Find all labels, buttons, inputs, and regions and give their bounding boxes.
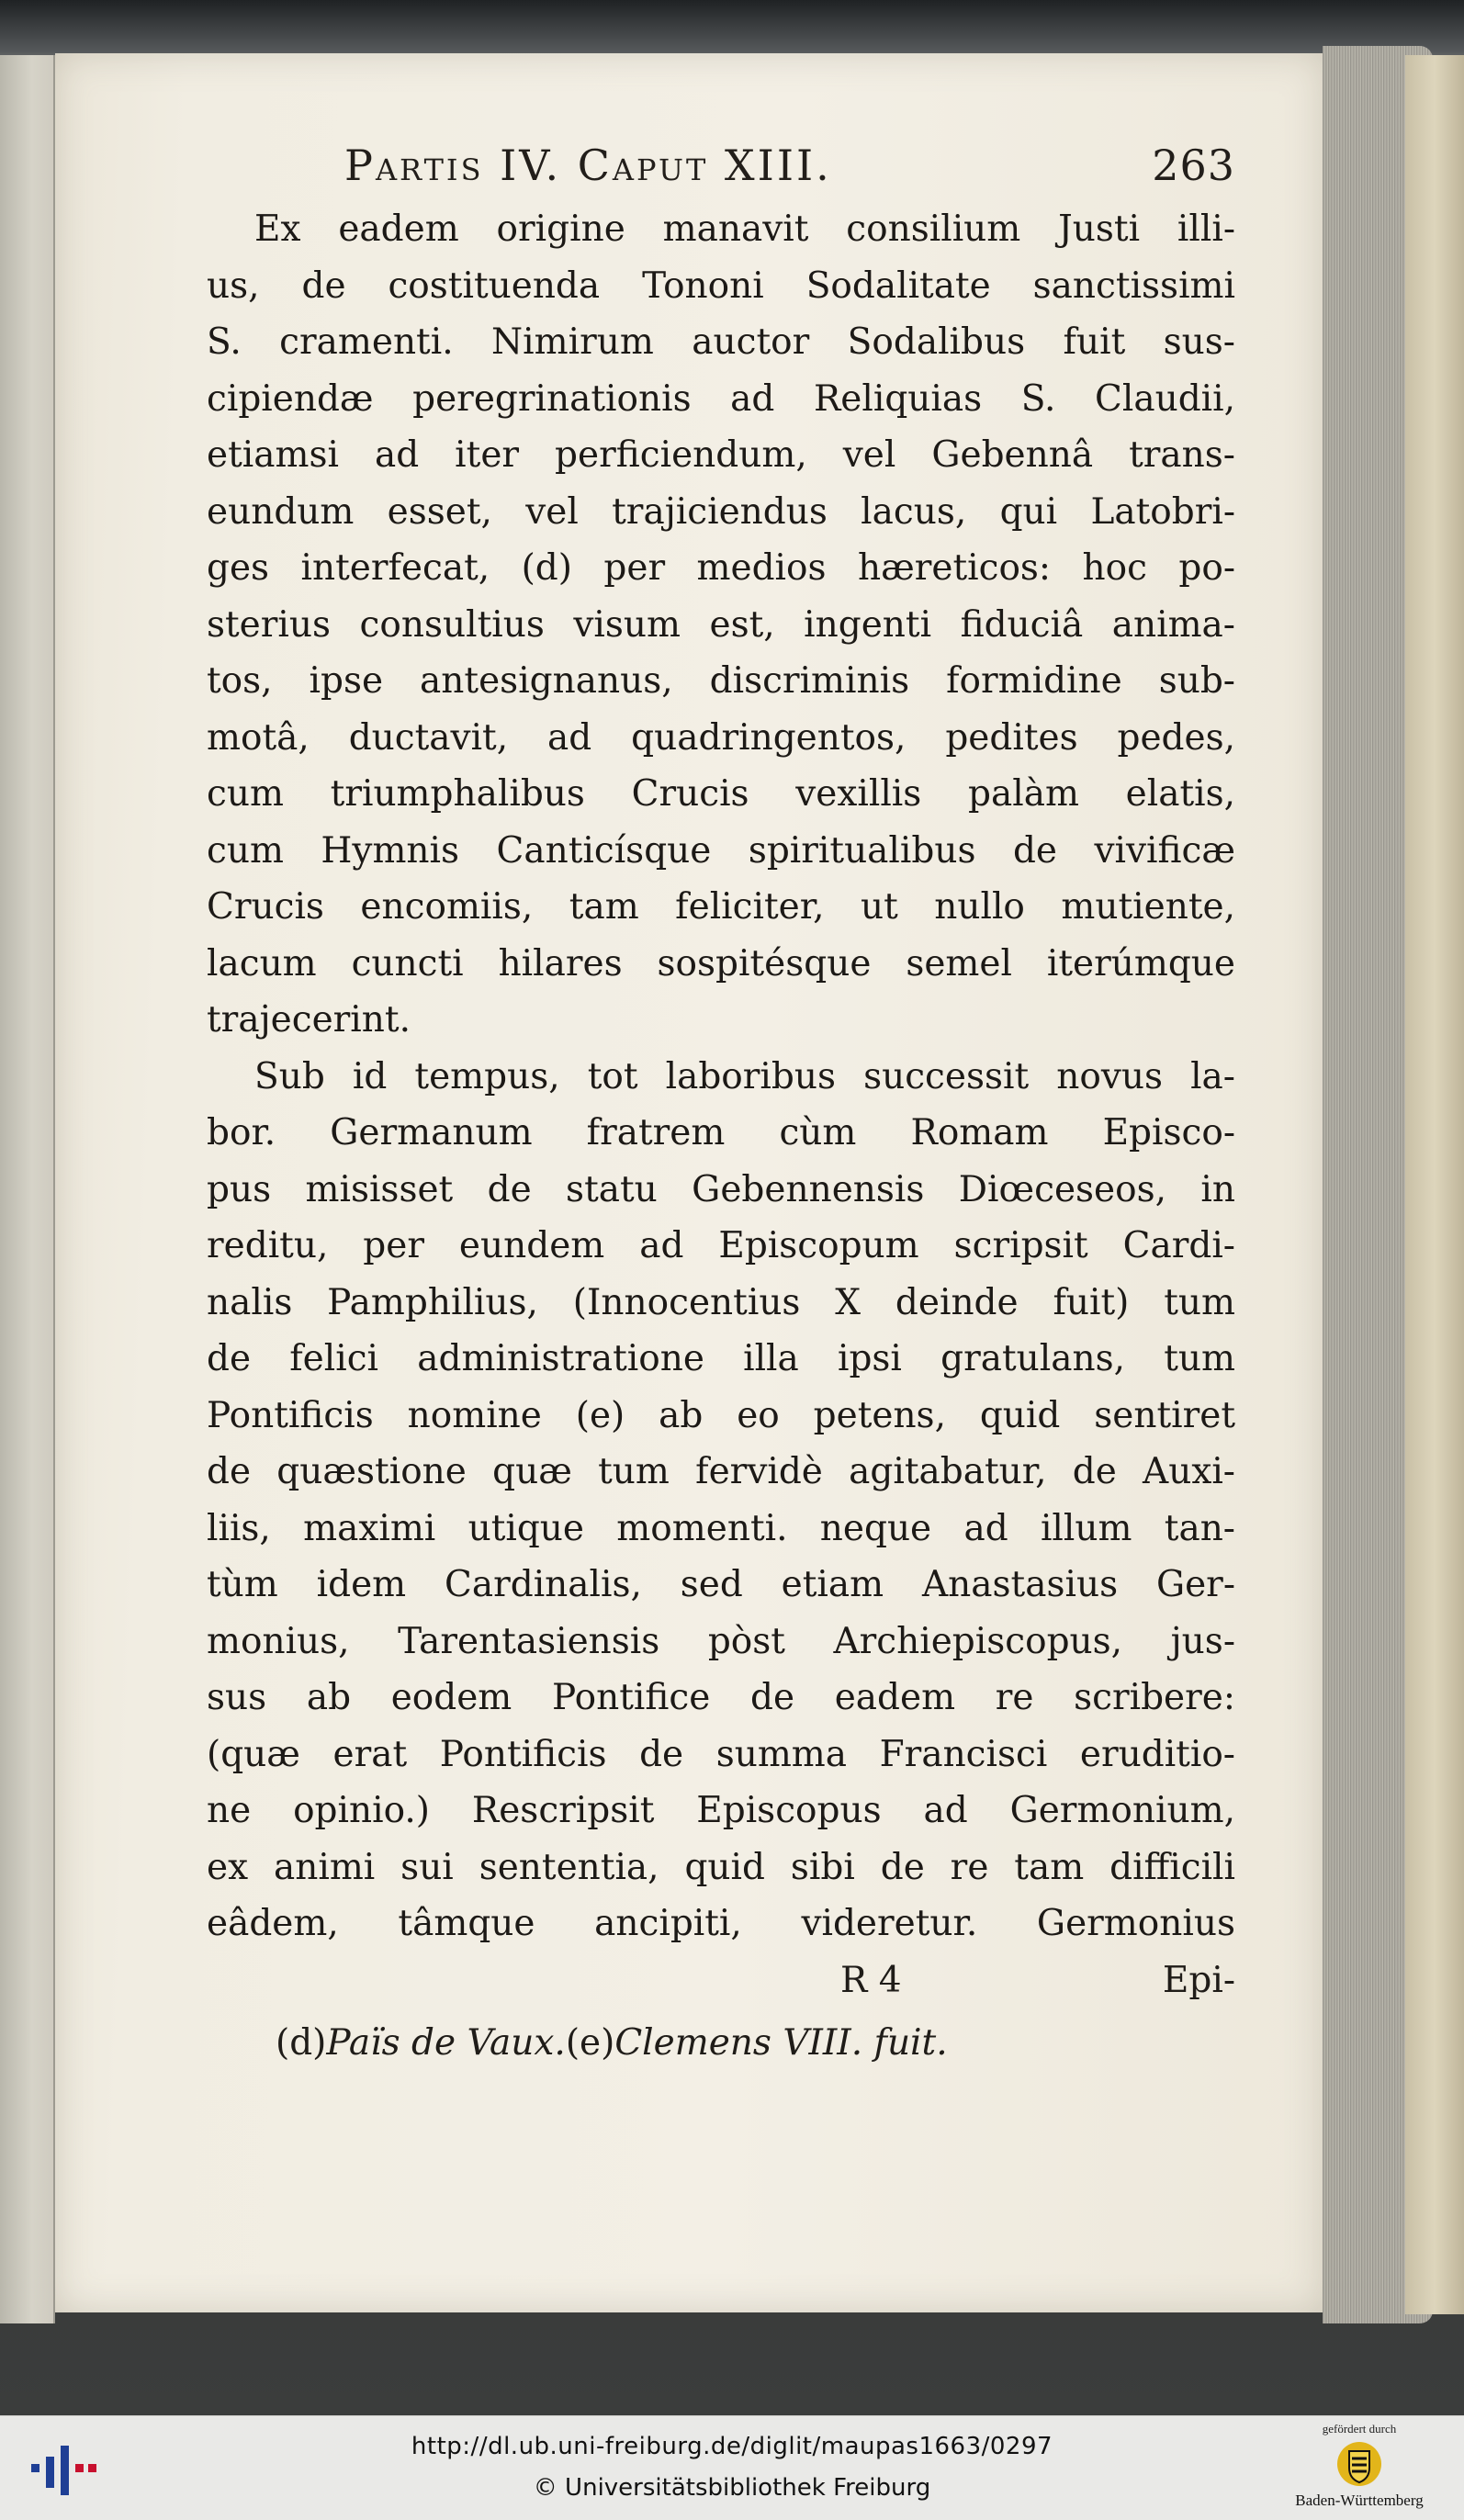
viewer-footer (0, 2415, 1464, 2520)
text-line: eâdem, tâmque ancipiti, videretur. Germonius (207, 1903, 1235, 1944)
footnote-d-text: Païs de Vaux. (326, 2021, 566, 2064)
copyright-notice: © Universitätsbibliothek Freiburg (533, 2474, 931, 2502)
text-line: ges interfecat, (d) per medios hæreticos: hoc po- (207, 547, 1235, 589)
footnote-d-mark: (d) (276, 2021, 327, 2064)
text-line: Pontificis nomine (e) ab eo petens, quid sentiret (207, 1394, 1235, 1436)
text-line: Crucis encomiis, tam feliciter, ut nullo mutiente, (207, 886, 1235, 928)
footnote-e-text: Clemens VIII. fuit. (614, 2021, 948, 2064)
text-line: monius, Tarentasiensis pòst Archiepiscopus, jus- (207, 1620, 1235, 1662)
text-line: nalis Pamphilius, (Innocentius X deinde fuit) tum (207, 1281, 1235, 1323)
sponsor-name: Baden-Württemberg (1295, 2492, 1424, 2509)
text-line: us, de costituenda Tononi Sodalitate sanctissimi (207, 264, 1235, 307)
text-line: S. cramenti. Nimirum auctor Sodalibus fuit sus- (207, 321, 1235, 363)
text-line: Ex eadem origine manavit consilium Justi illi- (254, 208, 1235, 250)
text-line: liis, maximi utique momenti. neque ad illum tan- (207, 1507, 1235, 1549)
text-line: ne opinio.) Rescripsit Episcopus ad Germonium, (207, 1790, 1235, 1831)
text-line: eundum esset, vel trajiciendus lacus, qui Latobri- (207, 490, 1235, 533)
text-line: sterius consultius visum est, ingenti fiduciâ anima- (207, 603, 1235, 646)
text-line: cum triumphalibus Crucis vexillis palàm elatis, (207, 773, 1235, 815)
text-line: ex animi sui sententia, quid sibi de re tam difficili (207, 1846, 1235, 1888)
page-number: 263 (1152, 141, 1235, 190)
text-line: cum Hymnis Canticísque spiritualibus de vivificæ (207, 829, 1235, 872)
book-page (55, 53, 1323, 2312)
sponsor-block[interactable] (1267, 2420, 1451, 2516)
paragraph-2 (207, 1049, 1235, 1952)
text-line: lacum cuncti hilares sospitésque semel iterúmque (207, 942, 1235, 984)
text-line: tùm idem Cardinalis, sed etiam Anastasius Ger- (207, 1564, 1235, 1605)
signature-mark: R 4 (840, 1959, 902, 2001)
text-line: (quæ erat Pontificis de summa Francisci eruditio- (207, 1733, 1235, 1775)
sponsor-label: gefördert durch (1322, 2422, 1397, 2436)
text-block (207, 141, 1235, 2070)
footnote-e-mark: (e) (565, 2021, 615, 2064)
text-line: trajecerint. (207, 999, 411, 1041)
book-cover-edge (1405, 55, 1464, 2314)
paragraph-1 (207, 201, 1235, 1049)
text-line: etiamsi ad iter perficiendum, vel Gebennâ trans- (207, 434, 1235, 476)
facing-page-edge (0, 55, 55, 2323)
signature-row (207, 1952, 1235, 2011)
text-line: Sub id tempus, tot laboribus successit novus la- (254, 1055, 1235, 1097)
text-line: sus ab eodem Pontifice de eadem re scribere: (207, 1677, 1235, 1718)
text-line: pus misisset de statu Gebennensis Diœceseos, in (207, 1168, 1235, 1210)
text-line: tos, ipse antesignanus, discriminis formidine sub- (207, 660, 1235, 702)
text-line: bor. Germanum fratrem cùm Romam Episco- (207, 1112, 1235, 1153)
catchword: Epi- (1162, 1959, 1235, 2001)
text-line: motâ, ductavit, ad quadringentos, pedites pedes, (207, 716, 1235, 759)
running-head-title: Partis IV. Caput XIII. (344, 141, 832, 190)
state-crest-icon (1335, 2440, 1383, 2488)
permalink-url[interactable]: http://dl.ub.uni-freiburg.de/diglit/maupas1663/0297 (411, 2433, 1053, 2460)
text-line: reditu, per eundem ad Episcopum scripsit Cardi- (207, 1225, 1235, 1266)
text-line: cipiendæ peregrinationis ad Reliquias S. Claudii, (207, 377, 1235, 420)
text-line: de quæstione quæ tum fervidè agitabatur, de Auxi- (207, 1451, 1235, 1492)
footnotes (276, 2017, 1235, 2070)
running-head (344, 141, 1235, 201)
text-line: de felici administratione illa ipsi gratulans, tum (207, 1338, 1235, 1379)
